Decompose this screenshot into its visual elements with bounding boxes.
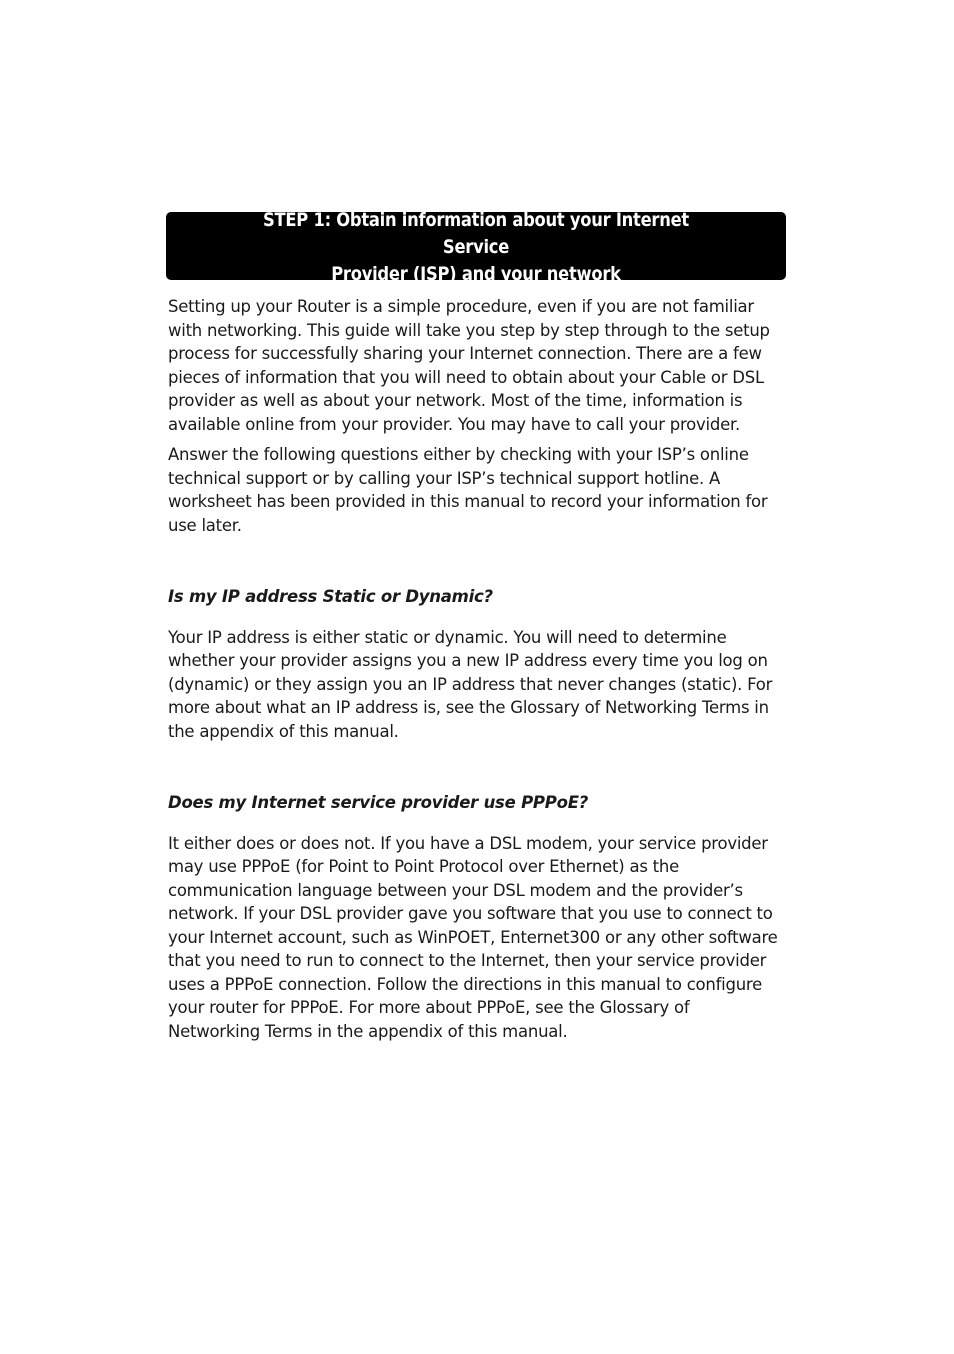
intro-paragraph: Answer the following questions either by checking with your ISP’s online technical support or by calling your ISP’s technical support hotline. A worksheet has been provided in this manual to record your information for use later. xyxy=(168,445,768,536)
section-heading-ip-address: Is my IP address Static or Dynamic? xyxy=(168,587,493,607)
intro-paragraph: Setting up your Router is a simple procedure, even if you are not familiar with networking. This guide will take you step by step through to the setup process for successfully sharing your Internet connection. There are a few pieces of information that you will need to obtain about your Cable or DSL provider as well as about your network. Most of the time, information is available online from your provider. You may have to call your provider. xyxy=(168,297,770,435)
section-body-ip-address: Your IP address is either static or dynamic. You will need to determine whether your provider assigns you a new IP address every time you log on (dynamic) or they assign you an IP address that never changes (static). For more about what an IP address is, see the Glossary of Networking Terms in the appendix of this manual. xyxy=(168,627,773,742)
section-body-pppoe: It either does or does not. If you have a DSL modem, your service provider may use PPPoE (for Point to Point Protocol over Ethernet) as the communication language between your DSL modem and the provider’s network. If your DSL provider gave you software that you use to connect to your Internet account, such as WinPOET, Enternet300 or any other software that you need to run to connect to the Internet, then your service provider uses a PPPoE connection. Follow the directions in this manual to configure your router for PPPoE. For more about PPPoE, see the Glossary of Networking Terms in the appendix of this manual. xyxy=(168,833,778,1042)
step-banner xyxy=(166,208,786,285)
step-title: STEP 1: Obtain information about your Internet Service Provider (ISP) and your network xyxy=(263,208,689,285)
section-heading-pppoe: Does my Internet service provider use PPPoE? xyxy=(168,793,589,813)
page-content xyxy=(168,296,784,1044)
